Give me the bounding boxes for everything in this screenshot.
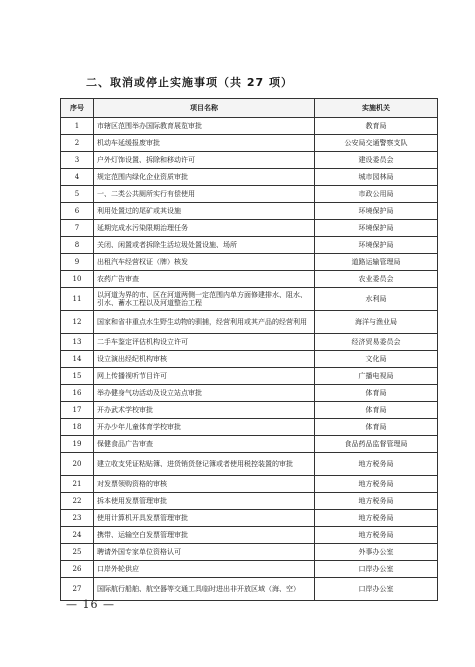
cell-no: 25 xyxy=(61,544,94,561)
cell-agency: 地方税务局 xyxy=(315,453,438,476)
cell-no: 19 xyxy=(61,436,94,453)
cell-agency: 食品药品监督管理局 xyxy=(315,436,438,453)
cell-name: 携带、运输空白发票管理审批 xyxy=(94,527,315,544)
cell-no: 7 xyxy=(61,220,94,237)
cell-name: 聘请外国专家单位资格认可 xyxy=(94,544,315,561)
cell-agency: 环境保护局 xyxy=(315,220,438,237)
cell-agency: 农业委员会 xyxy=(315,271,438,288)
cell-agency: 体育局 xyxy=(315,385,438,402)
cell-agency: 地方税务局 xyxy=(315,476,438,493)
cell-no: 11 xyxy=(61,288,94,311)
cell-name: 机动车延缓报废审批 xyxy=(94,135,315,152)
cell-name: 市辖区范围举办国际教育展览审批 xyxy=(94,118,315,135)
cell-agency: 环境保护局 xyxy=(315,203,438,220)
cell-agency: 教育局 xyxy=(315,118,438,135)
header-agency: 实施机关 xyxy=(315,99,438,118)
table-row xyxy=(61,402,438,419)
cell-name: 国家和省非重点水生野生动物的驯捕，经营利用或其产品的经营利用 xyxy=(94,311,315,334)
table-row xyxy=(61,493,438,510)
table-row xyxy=(61,351,438,368)
table-row xyxy=(61,186,438,203)
cell-no: 6 xyxy=(61,203,94,220)
cell-agency: 文化局 xyxy=(315,351,438,368)
table-row xyxy=(61,419,438,436)
cell-name: 规定范围内绿化企业资质审批 xyxy=(94,169,315,186)
cell-name: 拆本使用发票管理审批 xyxy=(94,493,315,510)
header-no: 序号 xyxy=(61,99,94,118)
cell-name: 口岸外轮供应 xyxy=(94,561,315,578)
cell-name: 设立演出经纪机构审核 xyxy=(94,351,315,368)
cell-no: 1 xyxy=(61,118,94,135)
cell-name: 关闭、闲置或者拆除生活垃圾处置设施、场所 xyxy=(94,237,315,254)
cell-no: 27 xyxy=(61,578,94,601)
cell-agency: 地方税务局 xyxy=(315,527,438,544)
table-row xyxy=(61,578,438,601)
cell-name: 建立收支凭证粘贴簿、进货销货登记簿或者使用税控装置的审批 xyxy=(94,453,315,476)
cell-no: 15 xyxy=(61,368,94,385)
cell-name: 对发票领购资格的审核 xyxy=(94,476,315,493)
cell-agency: 道路运输管理局 xyxy=(315,254,438,271)
cell-no: 22 xyxy=(61,493,94,510)
cell-agency: 环境保护局 xyxy=(315,237,438,254)
cell-name: 农药广告审查 xyxy=(94,271,315,288)
table-row xyxy=(61,311,438,334)
cell-no: 26 xyxy=(61,561,94,578)
table-row xyxy=(61,288,438,311)
cell-no: 17 xyxy=(61,402,94,419)
table-row xyxy=(61,561,438,578)
table-row xyxy=(61,152,438,169)
table-row xyxy=(61,453,438,476)
table-row xyxy=(61,544,438,561)
items-table xyxy=(60,98,438,601)
cell-no: 2 xyxy=(61,135,94,152)
cell-no: 23 xyxy=(61,510,94,527)
section-title: 二、取消或停止实施事项（共 27 项） xyxy=(86,76,293,89)
table-row xyxy=(61,368,438,385)
table-row xyxy=(61,527,438,544)
cell-name: 使用计算机开具发票管理审批 xyxy=(94,510,315,527)
cell-no: 18 xyxy=(61,419,94,436)
cell-name: 以河道为界的市、区在河道两侧一定范围内单方面修建排水、阻水、引水、蓄水工程以及河道整治工程 xyxy=(94,288,315,311)
cell-name: 国际航行船舶、航空器等交通工具临时进出非开放区域（海、空） xyxy=(94,578,315,601)
cell-agency: 海洋与渔业局 xyxy=(315,311,438,334)
cell-name: 一、二类公共厕所实行有偿使用 xyxy=(94,186,315,203)
table-row xyxy=(61,254,438,271)
cell-name: 开办少年儿童体育学校审批 xyxy=(94,419,315,436)
cell-name: 开办武术学校审批 xyxy=(94,402,315,419)
cell-agency: 广播电视局 xyxy=(315,368,438,385)
table-row xyxy=(61,118,438,135)
cell-no: 9 xyxy=(61,254,94,271)
cell-no: 3 xyxy=(61,152,94,169)
header-name: 项目名称 xyxy=(94,99,315,118)
cell-agency: 外事办公室 xyxy=(315,544,438,561)
cell-name: 户外灯饰设置、拆除和移动许可 xyxy=(94,152,315,169)
table-body xyxy=(61,118,438,601)
table-row xyxy=(61,476,438,493)
cell-no: 4 xyxy=(61,169,94,186)
cell-name: 利用处置过的尾矿或其设施 xyxy=(94,203,315,220)
cell-agency: 经济贸易委员会 xyxy=(315,334,438,351)
cell-agency: 地方税务局 xyxy=(315,493,438,510)
cell-name: 举办健身气功活动及设立站点审批 xyxy=(94,385,315,402)
cell-no: 16 xyxy=(61,385,94,402)
table-row xyxy=(61,436,438,453)
cell-no: 14 xyxy=(61,351,94,368)
cell-no: 5 xyxy=(61,186,94,203)
table-row xyxy=(61,271,438,288)
cell-agency: 公安局交通警察支队 xyxy=(315,135,438,152)
cell-agency: 体育局 xyxy=(315,402,438,419)
cell-no: 12 xyxy=(61,311,94,334)
table-row xyxy=(61,220,438,237)
cell-agency: 体育局 xyxy=(315,419,438,436)
table-row xyxy=(61,169,438,186)
table-row xyxy=(61,385,438,402)
cell-no: 13 xyxy=(61,334,94,351)
table-row xyxy=(61,237,438,254)
cell-name: 网上传播视听节目许可 xyxy=(94,368,315,385)
cell-agency: 口岸办公室 xyxy=(315,578,438,601)
cell-name: 出租汽车经营权证（牌）核发 xyxy=(94,254,315,271)
table-row xyxy=(61,135,438,152)
cell-name: 延期完成水污染限期治理任务 xyxy=(94,220,315,237)
cell-no: 10 xyxy=(61,271,94,288)
table-row xyxy=(61,510,438,527)
cell-agency: 城市园林局 xyxy=(315,169,438,186)
cell-name: 二手车鉴定评估机构设立许可 xyxy=(94,334,315,351)
cell-agency: 市政公用局 xyxy=(315,186,438,203)
table-header-row xyxy=(61,99,438,118)
cell-no: 24 xyxy=(61,527,94,544)
cell-name: 保健食品广告审查 xyxy=(94,436,315,453)
cell-no: 20 xyxy=(61,453,94,476)
cell-agency: 建设委员会 xyxy=(315,152,438,169)
table-row xyxy=(61,203,438,220)
table-row xyxy=(61,334,438,351)
page-number: — 16 — xyxy=(66,598,115,611)
cell-agency: 口岸办公室 xyxy=(315,561,438,578)
cell-agency: 地方税务局 xyxy=(315,510,438,527)
cell-agency: 水利局 xyxy=(315,288,438,311)
cell-no: 21 xyxy=(61,476,94,493)
cell-no: 8 xyxy=(61,237,94,254)
